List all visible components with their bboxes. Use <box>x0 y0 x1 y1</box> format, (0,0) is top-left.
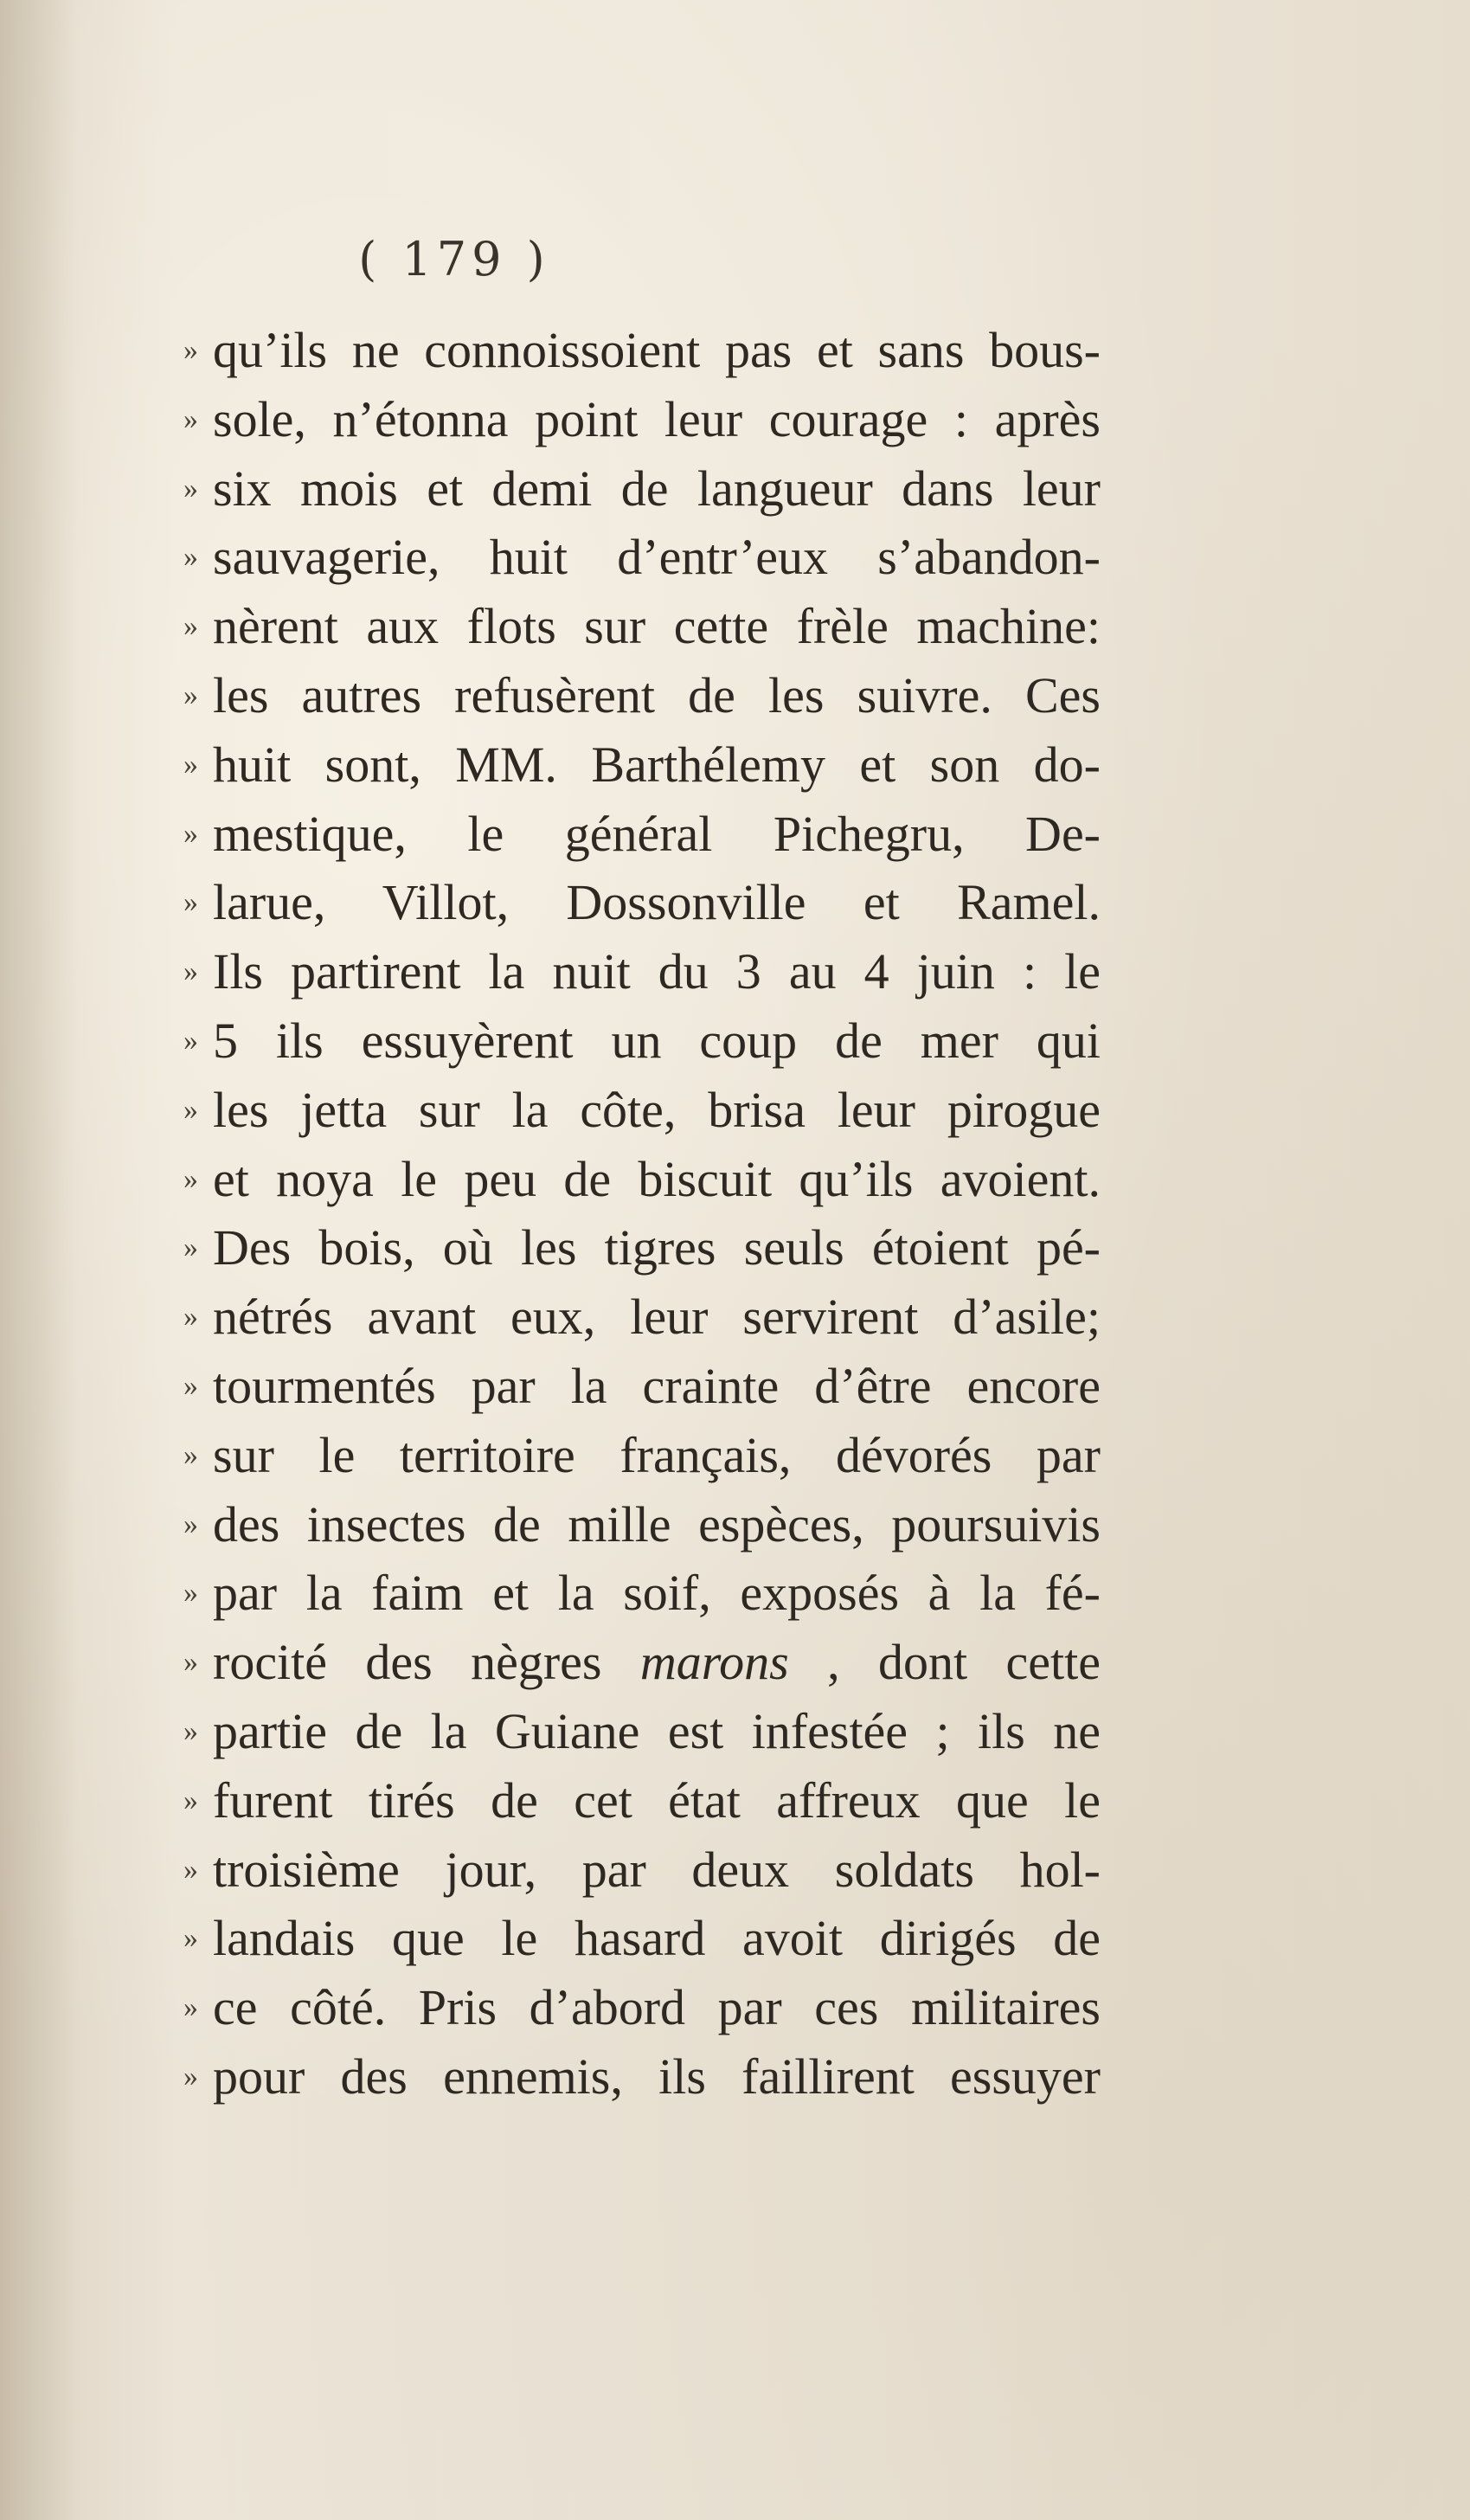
body-text <box>183 316 1101 2112</box>
line-text: partie de la Guiane est infestée ; ils ne <box>213 1702 1101 1759</box>
quote-mark: » <box>183 1991 198 2024</box>
line-text: Ils partirent la nuit du 3 au 4 juin : le <box>213 943 1101 1000</box>
text-line <box>183 1628 1101 1697</box>
quote-mark: » <box>183 472 198 505</box>
quote-mark: » <box>183 1162 198 1195</box>
text-line <box>183 1973 1101 2042</box>
line-text: Des bois, où les tigres seuls étoient pé- <box>213 1219 1101 1276</box>
quote-mark: » <box>183 1508 198 1540</box>
quote-mark: » <box>183 1369 198 1402</box>
text-line <box>183 1006 1101 1076</box>
italic-word: marons <box>639 1634 789 1691</box>
quote-mark: » <box>183 1301 198 1334</box>
line-text: 5 ils essuyèrent un coup de mer qui <box>213 1012 1101 1069</box>
quote-mark: » <box>183 2060 198 2092</box>
text-line <box>183 730 1101 800</box>
line-text: sur le territoire français, dévorés par <box>213 1426 1101 1483</box>
line-text-before: rocité des nègres <box>213 1634 640 1691</box>
line-text: sole, n’étonna point leur courage : après <box>213 390 1101 447</box>
line-text: sauvagerie, huit d’entr’eux s’abandon- <box>213 529 1101 586</box>
text-line <box>183 523 1101 592</box>
line-text: landais que le hasard avoit dirigés de <box>213 1910 1101 1967</box>
text-line <box>183 937 1101 1006</box>
line-text: et noya le peu de biscuit qu’ils avoient. <box>213 1150 1101 1207</box>
line-text: nétrés avant eux, leur servirent d’asile; <box>213 1289 1101 1346</box>
quote-mark: » <box>183 1922 198 1955</box>
line-text: six mois et demi de langueur dans leur <box>213 460 1101 517</box>
text-line <box>183 1076 1101 1145</box>
text-line <box>183 868 1101 937</box>
line-text: huit sont, MM. Barthélemy et son do- <box>213 736 1101 793</box>
line-text: les jetta sur la côte, brisa leur pirogue <box>213 1081 1101 1138</box>
line-text: des insectes de mille espèces, poursuivis <box>213 1495 1101 1552</box>
text-line <box>183 800 1101 869</box>
quote-mark: » <box>183 610 198 643</box>
quote-mark: » <box>183 334 198 366</box>
text-line <box>183 1282 1101 1352</box>
gutter-shadow <box>0 0 78 2520</box>
quote-mark: » <box>183 1438 198 1471</box>
line-text <box>213 1628 1101 1697</box>
line-text: larue, Villot, Dossonville et Ramel. <box>213 874 1101 931</box>
text-line <box>183 1213 1101 1282</box>
quote-mark: » <box>183 678 198 711</box>
quote-mark: » <box>183 886 198 919</box>
quote-mark: » <box>183 748 198 781</box>
quote-mark: » <box>183 541 198 574</box>
quote-mark: » <box>183 1853 198 1886</box>
line-text: par la faim et la soif, exposés à la fé- <box>213 1565 1101 1622</box>
line-text: mestique, le général Pichegru, De- <box>213 805 1101 862</box>
text-line <box>183 1490 1101 1559</box>
text-line <box>183 592 1101 661</box>
quote-mark: » <box>183 955 198 988</box>
text-line <box>183 1145 1101 1214</box>
quote-mark: » <box>183 1024 198 1057</box>
text-line <box>183 1352 1101 1421</box>
text-line <box>183 454 1101 524</box>
text-line <box>183 1766 1101 1835</box>
text-line <box>183 385 1101 454</box>
quote-mark: » <box>183 817 198 850</box>
quote-mark: » <box>183 1714 198 1747</box>
line-text: troisième jour, par deux soldats hol- <box>213 1841 1101 1898</box>
line-text-after: , dont cette <box>788 1634 1101 1691</box>
quote-mark: » <box>183 1646 198 1679</box>
line-text: qu’ils ne connoissoient pas et sans bous- <box>213 322 1101 378</box>
quote-mark: » <box>183 1784 198 1816</box>
line-text: nèrent aux flots sur cette frèle machine: <box>213 598 1101 655</box>
quote-mark: » <box>183 1093 198 1126</box>
text-line <box>183 1835 1101 1905</box>
text-line <box>183 316 1101 385</box>
text-line <box>183 1904 1101 1973</box>
text-line <box>183 661 1101 730</box>
quote-mark: » <box>183 1231 198 1264</box>
line-text: tourmentés par la crainte d’être encore <box>213 1357 1101 1414</box>
text-line <box>183 1697 1101 1766</box>
page-number: ( 179 ) <box>358 232 550 286</box>
line-text: les autres refusèrent de les suivre. Ces <box>213 666 1101 723</box>
text-line <box>183 1559 1101 1628</box>
quote-mark: » <box>183 402 198 435</box>
quote-mark: » <box>183 1577 198 1610</box>
line-text: pour des ennemis, ils faillirent essuyer <box>213 2048 1101 2105</box>
text-line <box>183 1421 1101 1490</box>
text-line <box>183 2042 1101 2112</box>
line-text: ce côté. Pris d’abord par ces militaires <box>213 1979 1101 2036</box>
line-text: furent tirés de cet état affreux que le <box>213 1771 1101 1829</box>
